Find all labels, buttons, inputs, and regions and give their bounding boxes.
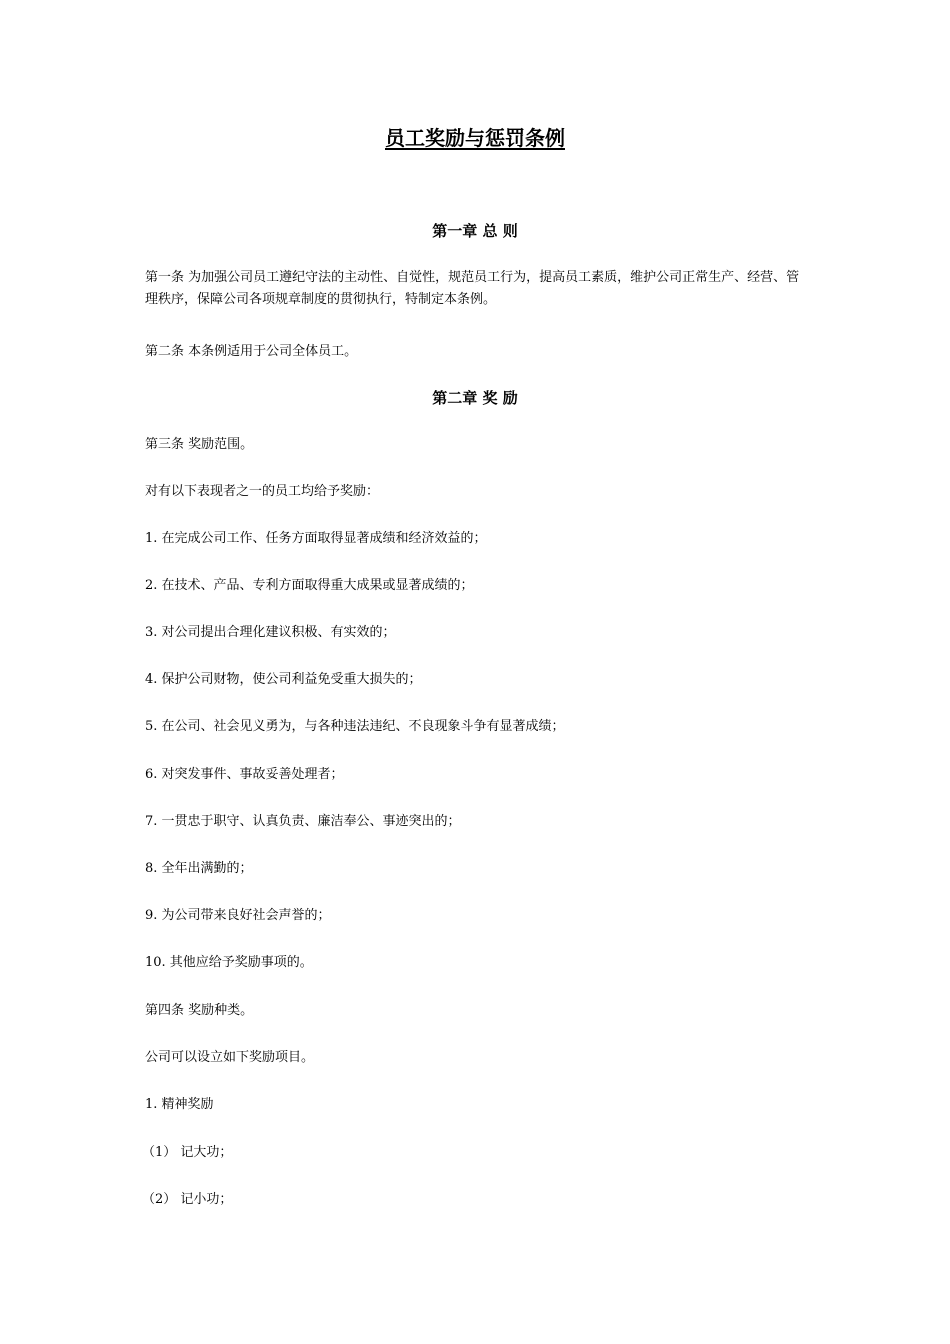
- list-item: 5. 在公司、社会见义勇为，与各种违法违纪、不良现象斗争有显著成绩；: [145, 719, 565, 734]
- list-item: 8. 全年出满勤的；: [145, 861, 253, 876]
- article-4: 第四条 奖励种类。: [145, 1003, 254, 1018]
- reward-intro: 对有以下表现者之一的员工均给予奖励：: [145, 484, 380, 499]
- article-3: 第三条 奖励范围。: [145, 437, 254, 452]
- reward-types-intro: 公司可以设立如下奖励项目。: [145, 1050, 315, 1065]
- list-item: 9. 为公司带来良好社会声誉的；: [145, 908, 331, 923]
- list-item: 2. 在技术、产品、专利方面取得重大成果或显著成绩的；: [145, 578, 474, 593]
- article-1: 第一条 为加强公司员工遵纪守法的主动性、自觉性，规范员工行为，提高员工素质，维护公司正常生产、经营、管理秩序，保障公司各项规章制度的贯彻执行，特制定本条例。: [145, 270, 800, 307]
- chapter-2-heading: 第二章 奖 励: [432, 389, 518, 407]
- spiritual-reward-heading: 1. 精神奖励: [145, 1097, 214, 1112]
- list-item: 7. 一贯忠于职守、认真负责、廉洁奉公、事迹突出的；: [145, 814, 461, 829]
- list-item: （1） 记大功；: [142, 1145, 233, 1160]
- document-title: 员工奖励与惩罚条例: [385, 126, 565, 150]
- list-item: 3. 对公司提出合理化建议积极、有实效的；: [145, 625, 396, 640]
- article-2: 第二条 本条例适用于公司全体员工。: [145, 344, 358, 359]
- list-item: 6. 对突发事件、事故妥善处理者；: [145, 767, 344, 782]
- list-item: （2） 记小功；: [142, 1192, 233, 1207]
- chapter-1-heading: 第一章 总 则: [432, 222, 518, 240]
- list-item: 4. 保护公司财物，使公司利益免受重大损失的；: [145, 672, 422, 687]
- list-item: 1. 在完成公司工作、任务方面取得显著成绩和经济效益的；: [145, 531, 487, 546]
- list-item: 10. 其他应给予奖励事项的。: [145, 955, 313, 970]
